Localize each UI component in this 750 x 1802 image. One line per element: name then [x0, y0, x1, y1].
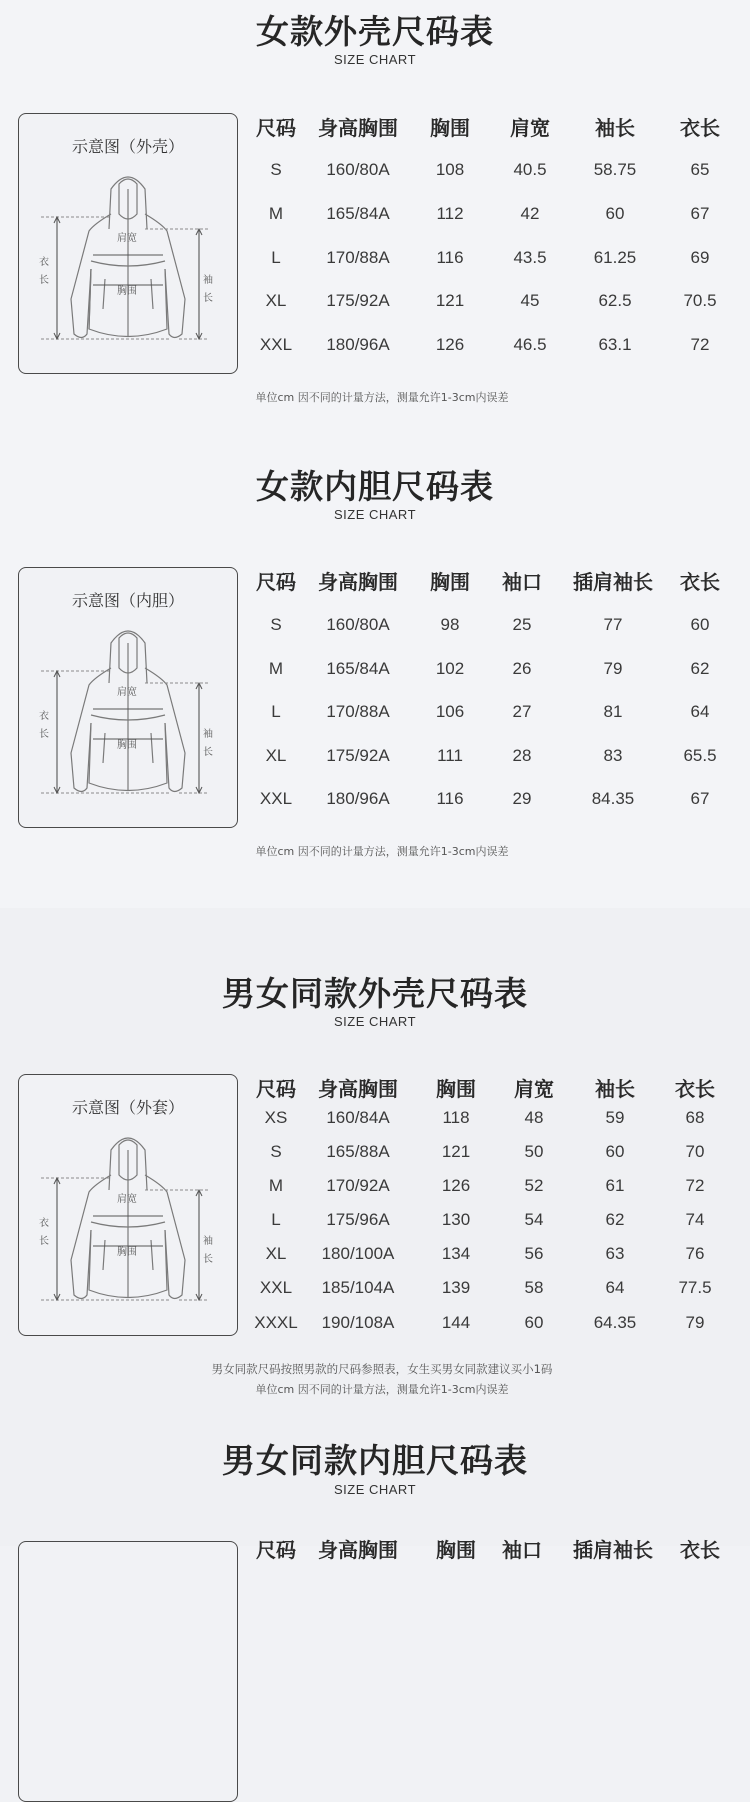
table-cell: 108 — [435, 160, 465, 179]
table-cell: 29 — [512, 789, 532, 808]
table-cell: 62.5 — [598, 291, 632, 310]
table-header-cell: 衣长 — [680, 1538, 720, 1562]
table-cell: 46.5 — [513, 335, 547, 354]
table-cell: 180/96A — [326, 789, 390, 808]
table-cell: 112 — [436, 204, 464, 223]
diagram-shoulder-label: 肩宽 — [117, 233, 137, 244]
table-cell: 76 — [685, 1244, 705, 1263]
table-cell: 40.5 — [513, 160, 547, 179]
table-cell: 70.5 — [683, 291, 717, 310]
diagram-chest-label: 胸围 — [117, 286, 137, 297]
table-cell: 180/100A — [321, 1244, 395, 1263]
diagram-shoulder-label: 肩宽 — [117, 1194, 137, 1205]
table-cell: 175/96A — [326, 1210, 390, 1229]
diagram-chest-label: 胸围 — [117, 1247, 137, 1258]
table-header-cell: 衣长 — [680, 116, 720, 140]
table-header-cell: 肩宽 — [514, 1077, 554, 1101]
table-cell: 60 — [605, 204, 625, 223]
table-cell: 170/88A — [326, 702, 390, 721]
table-cell: 60 — [690, 615, 710, 634]
table-cell: 170/88A — [326, 248, 390, 267]
table-cell: 64 — [690, 702, 710, 721]
diagram-card-label: 示意图（内胆） — [71, 591, 184, 610]
table-cell: 79 — [685, 1313, 705, 1332]
table-cell: 63.1 — [598, 335, 632, 354]
table-cell: XXL — [259, 1278, 293, 1297]
diagram-shoulder-label: 肩宽 — [117, 687, 137, 698]
table-cell: 42 — [520, 204, 540, 223]
diagram-length-label: 衣长 — [39, 257, 49, 286]
table-cell: L — [271, 248, 281, 267]
table-header-cell: 袖长 — [595, 116, 635, 140]
table-header-cell: 衣长 — [680, 570, 720, 594]
table-cell: 116 — [436, 248, 464, 267]
table-cell: 180/96A — [326, 335, 390, 354]
jacket-diagram-icon — [19, 1130, 237, 1330]
diagram-length-label: 衣长 — [39, 1218, 49, 1247]
table-cell: 52 — [524, 1176, 544, 1195]
table-cell: 61.25 — [593, 248, 637, 267]
table-cell: M — [268, 659, 284, 678]
diagram-sleeve-label: 袖长 — [203, 1236, 213, 1265]
table-cell: XL — [265, 291, 287, 310]
table-header-cell: 胸围 — [430, 570, 470, 594]
table-cell: 160/80A — [326, 615, 390, 634]
table-header-cell: 身高胸围 — [318, 1538, 398, 1562]
table-cell: S — [270, 160, 282, 179]
table-cell: 59 — [605, 1108, 625, 1127]
table-header-cell: 袖口 — [502, 1538, 542, 1562]
table-header-cell: 尺码 — [256, 1538, 296, 1562]
table-header-cell: 胸围 — [430, 116, 470, 140]
table-cell: 175/92A — [326, 291, 390, 310]
table-cell: 111 — [437, 746, 463, 765]
table-cell: 72 — [685, 1176, 705, 1195]
table-cell: 185/104A — [321, 1278, 395, 1297]
measurement-note: 单位cm 因不同的计量方法，测量允许1-3cm内误差 — [255, 1383, 509, 1396]
table-cell: 102 — [435, 659, 465, 678]
table-cell: 165/88A — [326, 1142, 390, 1161]
table-header-cell: 肩宽 — [510, 116, 550, 140]
table-cell: L — [271, 702, 281, 721]
diagram-card — [18, 1541, 238, 1802]
table-cell: 70 — [685, 1142, 705, 1161]
table-header-cell: 袖长 — [595, 1077, 635, 1101]
measurement-note: 单位cm 因不同的计量方法，测量允许1-3cm内误差 — [255, 845, 509, 858]
table-cell: 58.75 — [593, 160, 637, 179]
table-cell: XXL — [259, 789, 293, 808]
table-cell: 72 — [690, 335, 710, 354]
table-header-cell: 尺码 — [256, 116, 296, 140]
table-cell: 27 — [512, 702, 532, 721]
section-title: 男女同款内胆尺码表 — [222, 1441, 528, 1480]
table-cell: 28 — [512, 746, 532, 765]
table-cell: 130 — [441, 1210, 471, 1229]
jacket-diagram-icon — [19, 169, 237, 369]
table-cell: 98 — [440, 615, 460, 634]
table-header-cell: 袖口 — [502, 570, 542, 594]
table-cell: M — [268, 1176, 284, 1195]
table-header-cell: 胸围 — [436, 1077, 476, 1101]
table-cell: 144 — [441, 1313, 471, 1332]
table-cell: 58 — [524, 1278, 544, 1297]
section-subtitle: SIZE CHART — [333, 507, 417, 522]
table-cell: 77.5 — [678, 1278, 712, 1297]
table-cell: 79 — [603, 659, 623, 678]
table-cell: 165/84A — [326, 204, 390, 223]
table-cell: 60 — [605, 1142, 625, 1161]
table-cell: 56 — [524, 1244, 544, 1263]
table-cell: 25 — [512, 615, 532, 634]
diagram-sleeve-label: 袖长 — [203, 729, 213, 758]
table-cell: 26 — [512, 659, 532, 678]
table-cell: XXL — [259, 335, 293, 354]
section-title: 男女同款外壳尺码表 — [222, 974, 528, 1013]
sizing-advice-note: 男女同款尺码按照男款的尺码参照表，女生买男女同款建议买小1码 — [211, 1362, 553, 1376]
table-cell: XXXL — [254, 1313, 298, 1332]
table-cell: 106 — [435, 702, 465, 721]
table-cell: 65 — [690, 160, 710, 179]
table-cell: XL — [265, 1244, 287, 1263]
table-header-cell: 身高胸围 — [318, 116, 398, 140]
table-header-cell: 衣长 — [675, 1077, 715, 1101]
table-cell: S — [270, 615, 282, 634]
table-header-cell: 尺码 — [256, 1077, 296, 1101]
section-subtitle: SIZE CHART — [333, 1482, 417, 1497]
table-cell: 67 — [690, 204, 710, 223]
table-cell: 134 — [441, 1244, 471, 1263]
table-cell: 63 — [605, 1244, 625, 1263]
table-cell: 64 — [605, 1278, 625, 1297]
table-header-cell: 尺码 — [256, 570, 296, 594]
table-cell: 60 — [524, 1313, 544, 1332]
diagram-length-label: 衣长 — [39, 711, 49, 740]
table-cell: 118 — [442, 1108, 470, 1127]
table-cell: XS — [264, 1108, 288, 1127]
section-subtitle: SIZE CHART — [333, 52, 417, 67]
table-cell: M — [268, 204, 284, 223]
table-header-cell: 身高胸围 — [318, 570, 398, 594]
table-cell: S — [270, 1142, 282, 1161]
table-header-cell: 插肩袖长 — [573, 1538, 653, 1562]
table-header-cell: 插肩袖长 — [573, 570, 653, 594]
table-cell: 54 — [524, 1210, 544, 1229]
table-cell: 67 — [690, 789, 710, 808]
table-cell: 160/84A — [326, 1108, 390, 1127]
table-cell: 81 — [603, 702, 623, 721]
table-cell: 83 — [603, 746, 623, 765]
table-cell: 61 — [605, 1176, 625, 1195]
table-header-cell: 胸围 — [436, 1538, 476, 1562]
jacket-diagram-icon — [19, 623, 237, 823]
table-cell: XL — [265, 746, 287, 765]
diagram-sleeve-label: 袖长 — [203, 275, 213, 304]
section-subtitle: SIZE CHART — [333, 1014, 417, 1029]
table-cell: 116 — [436, 789, 464, 808]
table-cell: 121 — [435, 291, 465, 310]
table-cell: L — [271, 1210, 281, 1229]
table-cell: 84.35 — [591, 789, 635, 808]
table-cell: 121 — [441, 1142, 471, 1161]
table-header-cell: 身高胸围 — [318, 1077, 398, 1101]
diagram-card — [18, 567, 238, 828]
diagram-card-label: 示意图（外壳） — [71, 137, 184, 156]
table-cell: 139 — [441, 1278, 471, 1297]
table-cell: 170/92A — [326, 1176, 390, 1195]
section-title: 女款外壳尺码表 — [256, 12, 494, 51]
table-cell: 74 — [685, 1210, 705, 1229]
table-cell: 165/84A — [326, 659, 390, 678]
diagram-card-label: 示意图（外套） — [71, 1098, 184, 1117]
diagram-card — [18, 113, 238, 374]
table-cell: 64.35 — [593, 1313, 637, 1332]
table-cell: 65.5 — [683, 746, 717, 765]
table-cell: 190/108A — [321, 1313, 395, 1332]
measurement-note: 单位cm 因不同的计量方法，测量允许1-3cm内误差 — [255, 391, 509, 404]
table-cell: 62 — [690, 659, 710, 678]
section-title: 女款内胆尺码表 — [256, 467, 494, 506]
diagram-chest-label: 胸围 — [117, 740, 137, 751]
table-cell: 69 — [690, 248, 710, 267]
table-cell: 126 — [441, 1176, 471, 1195]
table-cell: 62 — [605, 1210, 625, 1229]
table-cell: 43.5 — [513, 248, 547, 267]
table-cell: 50 — [524, 1142, 544, 1161]
table-cell: 68 — [685, 1108, 705, 1127]
table-cell: 77 — [603, 615, 623, 634]
table-cell: 126 — [435, 335, 465, 354]
table-cell: 160/80A — [326, 160, 390, 179]
table-cell: 48 — [524, 1108, 544, 1127]
table-cell: 175/92A — [326, 746, 390, 765]
diagram-card — [18, 1074, 238, 1336]
table-cell: 45 — [520, 291, 540, 310]
